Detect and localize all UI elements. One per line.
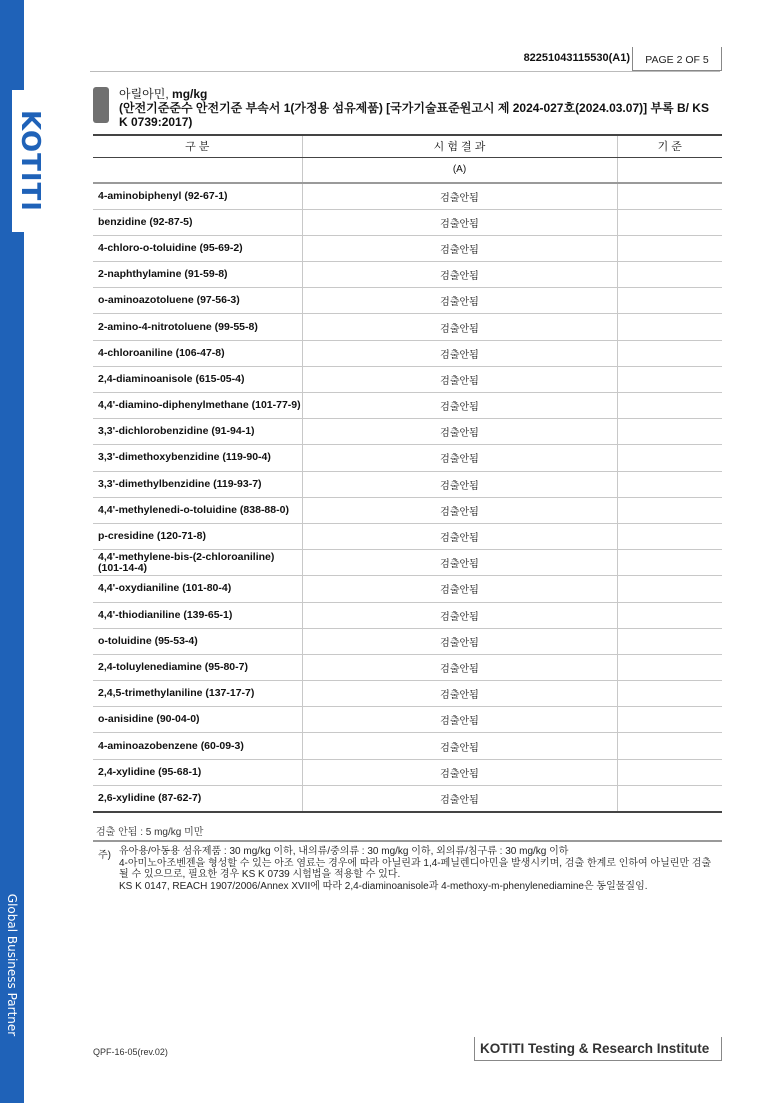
analyte-name: 4,4'-thiodianiline (139-65-1) (93, 602, 302, 628)
analyte-result: 검출안됨 (302, 602, 617, 628)
table-row (93, 340, 722, 366)
analyte-result: 검출안됨 (302, 262, 617, 288)
sample-label: (A) (302, 157, 617, 183)
analyte-name: 4-aminoazobenzene (60-09-3) (93, 733, 302, 759)
table-row (93, 733, 722, 759)
analyte-result: 검출안됨 (302, 550, 617, 576)
analyte-criteria (617, 785, 722, 811)
analyte-result: 검출안됨 (302, 288, 617, 314)
table-row (93, 602, 722, 628)
analyte-criteria (617, 576, 722, 602)
table-row (93, 550, 722, 576)
analyte-result: 검출안됨 (302, 314, 617, 340)
analyte-result: 검출안됨 (302, 366, 617, 392)
note-line: 4-아미노아조벤젠을 형성할 수 있는 아조 염료는 경우에 따라 아닐린과 1,4-페닐렌디아민을 발생시키며, 검출 한계로 인하여 아닐린만 검출될 수 있으므로, 필요한 경우 KS K 0739 시험법을 적용할 수 있다. (119, 857, 712, 880)
analyte-name: 2-naphthylamine (91-59-8) (93, 262, 302, 288)
analyte-criteria (617, 393, 722, 419)
analyte-name: p-cresidine (120-71-8) (93, 523, 302, 549)
analyte-criteria (617, 445, 722, 471)
brand-tagline: Global Business Partner (5, 893, 19, 1037)
table-row (93, 288, 722, 314)
analyte-criteria (617, 602, 722, 628)
analyte-name: o-aminoazotoluene (97-56-3) (93, 288, 302, 314)
analyte-name: o-toluidine (95-53-4) (93, 628, 302, 654)
analyte-criteria (617, 366, 722, 392)
title-reference: (안전기준준수 안전기준 부속서 1(가정용 섬유제품) [국가기술표준원고시 제 2024-027호(2024.03.07)] 부록 B/ KS K 0739:2017) (119, 101, 709, 129)
table-row (93, 419, 722, 445)
table-row (93, 183, 722, 209)
analyte-name: 3,3'-dimethoxybenzidine (119-90-4) (93, 445, 302, 471)
analyte-name: 2,6-xylidine (87-62-7) (93, 785, 302, 811)
analyte-result: 검출안됨 (302, 576, 617, 602)
analyte-result: 검출안됨 (302, 523, 617, 549)
table-row (93, 628, 722, 654)
analyte-name: 3,3'-dichlorobenzidine (91-94-1) (93, 419, 302, 445)
analyte-name: 4,4'-oxydianiline (101-80-4) (93, 576, 302, 602)
sample-row (93, 157, 722, 183)
table-row (93, 314, 722, 340)
results-table (93, 134, 722, 813)
analyte-result: 검출안됨 (302, 681, 617, 707)
analyte-criteria (617, 419, 722, 445)
table-row (93, 707, 722, 733)
analyte-criteria (617, 471, 722, 497)
table-row (93, 471, 722, 497)
report-number: 82251043115530(A1) (523, 52, 630, 64)
analyte-criteria (617, 288, 722, 314)
header-rule (90, 71, 720, 72)
analyte-result: 검출안됨 (302, 235, 617, 261)
analyte-criteria (617, 340, 722, 366)
analyte-criteria (617, 497, 722, 523)
page-indicator: PAGE 2 OF 5 (632, 47, 722, 71)
table-row (93, 235, 722, 261)
table-row (93, 523, 722, 549)
table-row (93, 393, 722, 419)
header-result: 시 험 결 과 (302, 135, 617, 157)
note-line: 유아용/아동용 섬유제품 : 30 mg/kg 이하, 내의류/중의류 : 30 mg/kg 이하, 외의류/침구류 : 30 mg/kg 이하 (119, 846, 569, 857)
detection-limit-note: 검출 안됨 : 5 mg/kg 미만 (96, 827, 204, 838)
analyte-criteria (617, 314, 722, 340)
table-row (93, 262, 722, 288)
table-row (93, 654, 722, 680)
analyte-name: 4-chloroaniline (106-47-8) (93, 340, 302, 366)
analyte-name: 4,4'-methylene-bis-(2-chloroaniline) (101-14-4) (93, 550, 302, 576)
analyte-name: 2-amino-4-nitrotoluene (99-55-8) (93, 314, 302, 340)
analyte-name: o-anisidine (90-04-0) (93, 707, 302, 733)
analyte-criteria (617, 523, 722, 549)
notes-block (119, 846, 719, 892)
analyte-criteria (617, 654, 722, 680)
brand-logo: KOTITI (15, 110, 45, 212)
analyte-name: 4-chloro-o-toluidine (95-69-2) (93, 235, 302, 261)
analyte-name: 2,4,5-trimethylaniline (137-17-7) (93, 681, 302, 707)
analyte-criteria (617, 628, 722, 654)
analyte-criteria (617, 733, 722, 759)
sample-name-cell (93, 157, 302, 183)
analyte-result: 검출안됨 (302, 471, 617, 497)
analyte-criteria (617, 262, 722, 288)
analyte-result: 검출안됨 (302, 183, 617, 209)
analyte-name: 3,3'-dimethylbenzidine (119-93-7) (93, 471, 302, 497)
form-code: QPF-16-05(rev.02) (93, 1047, 168, 1057)
analyte-result: 검출안됨 (302, 419, 617, 445)
sample-criteria-cell (617, 157, 722, 183)
analyte-result: 검출안됨 (302, 733, 617, 759)
analyte-result: 검출안됨 (302, 209, 617, 235)
analyte-result: 검출안됨 (302, 654, 617, 680)
analyte-result: 검출안됨 (302, 497, 617, 523)
analyte-result: 검출안됨 (302, 393, 617, 419)
analyte-result: 검출안됨 (302, 628, 617, 654)
title-unit: mg/kg (172, 87, 208, 101)
section-marker (93, 87, 109, 123)
notes-rule (93, 840, 722, 842)
table-row (93, 681, 722, 707)
analyte-result: 검출안됨 (302, 445, 617, 471)
analyte-name: 4-aminobiphenyl (92-67-1) (93, 183, 302, 209)
table-row (93, 576, 722, 602)
analyte-criteria (617, 183, 722, 209)
analyte-result: 검출안됨 (302, 785, 617, 811)
analyte-criteria (617, 681, 722, 707)
notes-label: 주) (98, 850, 111, 861)
analyte-name: 4,4'-methylenedi-o-toluidine (838-88-0) (93, 497, 302, 523)
analyte-name: 2,4-diaminoanisole (615-05-4) (93, 366, 302, 392)
analyte-name: 4,4'-diamino-diphenylmethane (101-77-9) (93, 393, 302, 419)
section-title (119, 87, 719, 129)
table-row (93, 759, 722, 785)
analyte-criteria (617, 235, 722, 261)
title-prefix: 아릴아민, (119, 87, 173, 101)
analyte-result: 검출안됨 (302, 340, 617, 366)
table-row (93, 497, 722, 523)
header-category: 구 분 (93, 135, 302, 157)
header-criteria: 기 준 (617, 135, 722, 157)
table-row (93, 209, 722, 235)
table-row (93, 785, 722, 811)
note-line: KS K 0147, REACH 1907/2006/Annex XVII에 따라 2,4-diaminoanisole과 4-methoxy-m-phenylenediamine은 동일물질임. (119, 880, 648, 892)
analyte-criteria (617, 707, 722, 733)
analyte-name: 2,4-xylidine (95-68-1) (93, 759, 302, 785)
analyte-criteria (617, 209, 722, 235)
table-row (93, 445, 722, 471)
analyte-name: 2,4-toluylenediamine (95-80-7) (93, 654, 302, 680)
analyte-result: 검출안됨 (302, 707, 617, 733)
table-row (93, 366, 722, 392)
analyte-name: benzidine (92-87-5) (93, 209, 302, 235)
analyte-criteria (617, 550, 722, 576)
analyte-criteria (617, 759, 722, 785)
institute-name: KOTITI Testing & Research Institute (480, 1041, 710, 1056)
analyte-result: 검출안됨 (302, 759, 617, 785)
